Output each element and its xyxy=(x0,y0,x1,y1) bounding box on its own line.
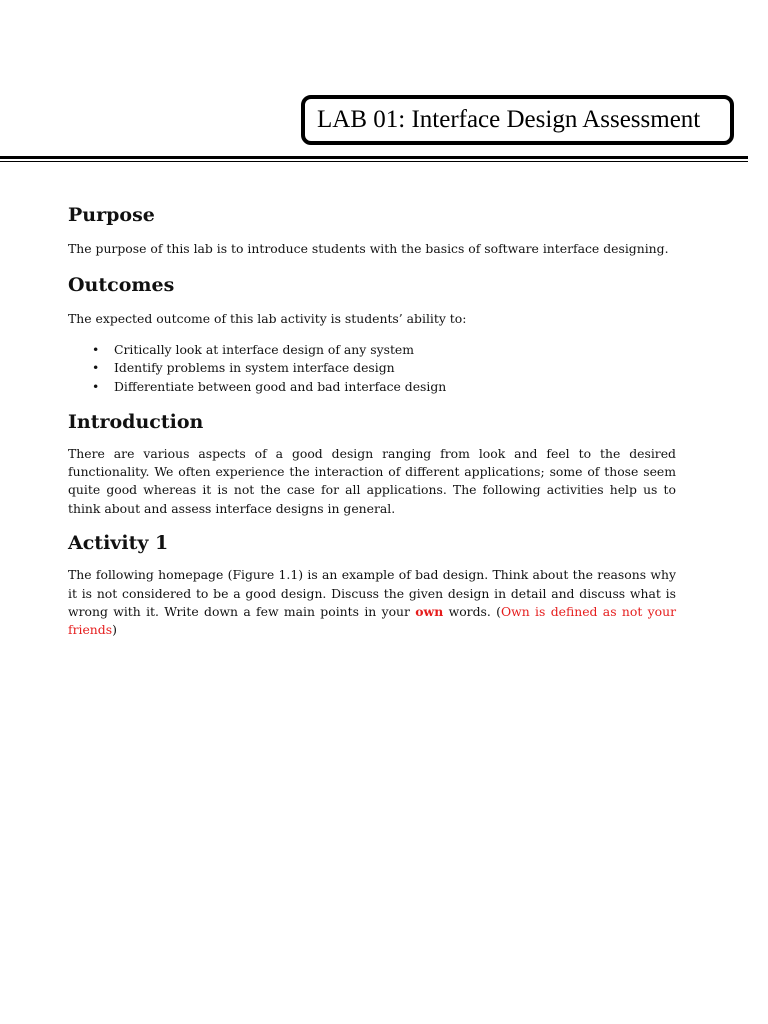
closing-paren: ) xyxy=(112,622,117,638)
outcomes-heading: Outcomes xyxy=(68,274,175,297)
lab-title-box xyxy=(301,95,734,145)
list-item-text: Differentiate between good and bad interface design xyxy=(114,379,447,394)
activity1-text-part1: The following homepage (Figure 1.1) is an example of bad design. Think about the reasons why it is not considered to be a good design. Discuss the given design in detail and discuss what is wrong with it. Write down a few main points in your xyxy=(68,567,676,620)
bullet-icon: • xyxy=(92,360,100,376)
list-item xyxy=(92,378,676,397)
list-item xyxy=(92,359,676,378)
introduction-text: There are various aspects of a good design ranging from look and feel to the desired functionality. We often experience the interaction of different applications; some of those seem quite good whereas it is not the case for all applications. The following activities help us to think about and assess interface designs in general. xyxy=(68,445,676,516)
outcomes-list xyxy=(68,341,676,397)
outcomes-intro: The expected outcome of this lab activity is students’ ability to: xyxy=(68,311,467,327)
lab-title: LAB 01: Interface Design Assessment xyxy=(317,106,701,133)
own-emphasis: own xyxy=(415,604,444,620)
activity1-text xyxy=(68,566,676,640)
bullet-icon: • xyxy=(92,341,100,357)
bullet-icon: • xyxy=(92,379,100,394)
purpose-heading: Purpose xyxy=(68,204,155,226)
purpose-text: The purpose of this lab is to introduce students with the basics of software interface designing. xyxy=(68,241,669,256)
document-body xyxy=(68,200,676,640)
activity1-heading: Activity 1 xyxy=(68,532,169,555)
introduction-heading: Introduction xyxy=(68,410,204,433)
header-rule-thick xyxy=(0,156,748,159)
list-item-text: Identify problems in system interface design xyxy=(114,360,395,376)
header-rule-thin xyxy=(0,161,748,162)
list-item-text: Critically look at interface design of any system xyxy=(114,341,415,357)
own-definition-note: Own is defined as not your friends xyxy=(68,604,676,638)
list-item xyxy=(92,341,676,360)
activity1-text-part2: words. ( xyxy=(443,604,501,620)
